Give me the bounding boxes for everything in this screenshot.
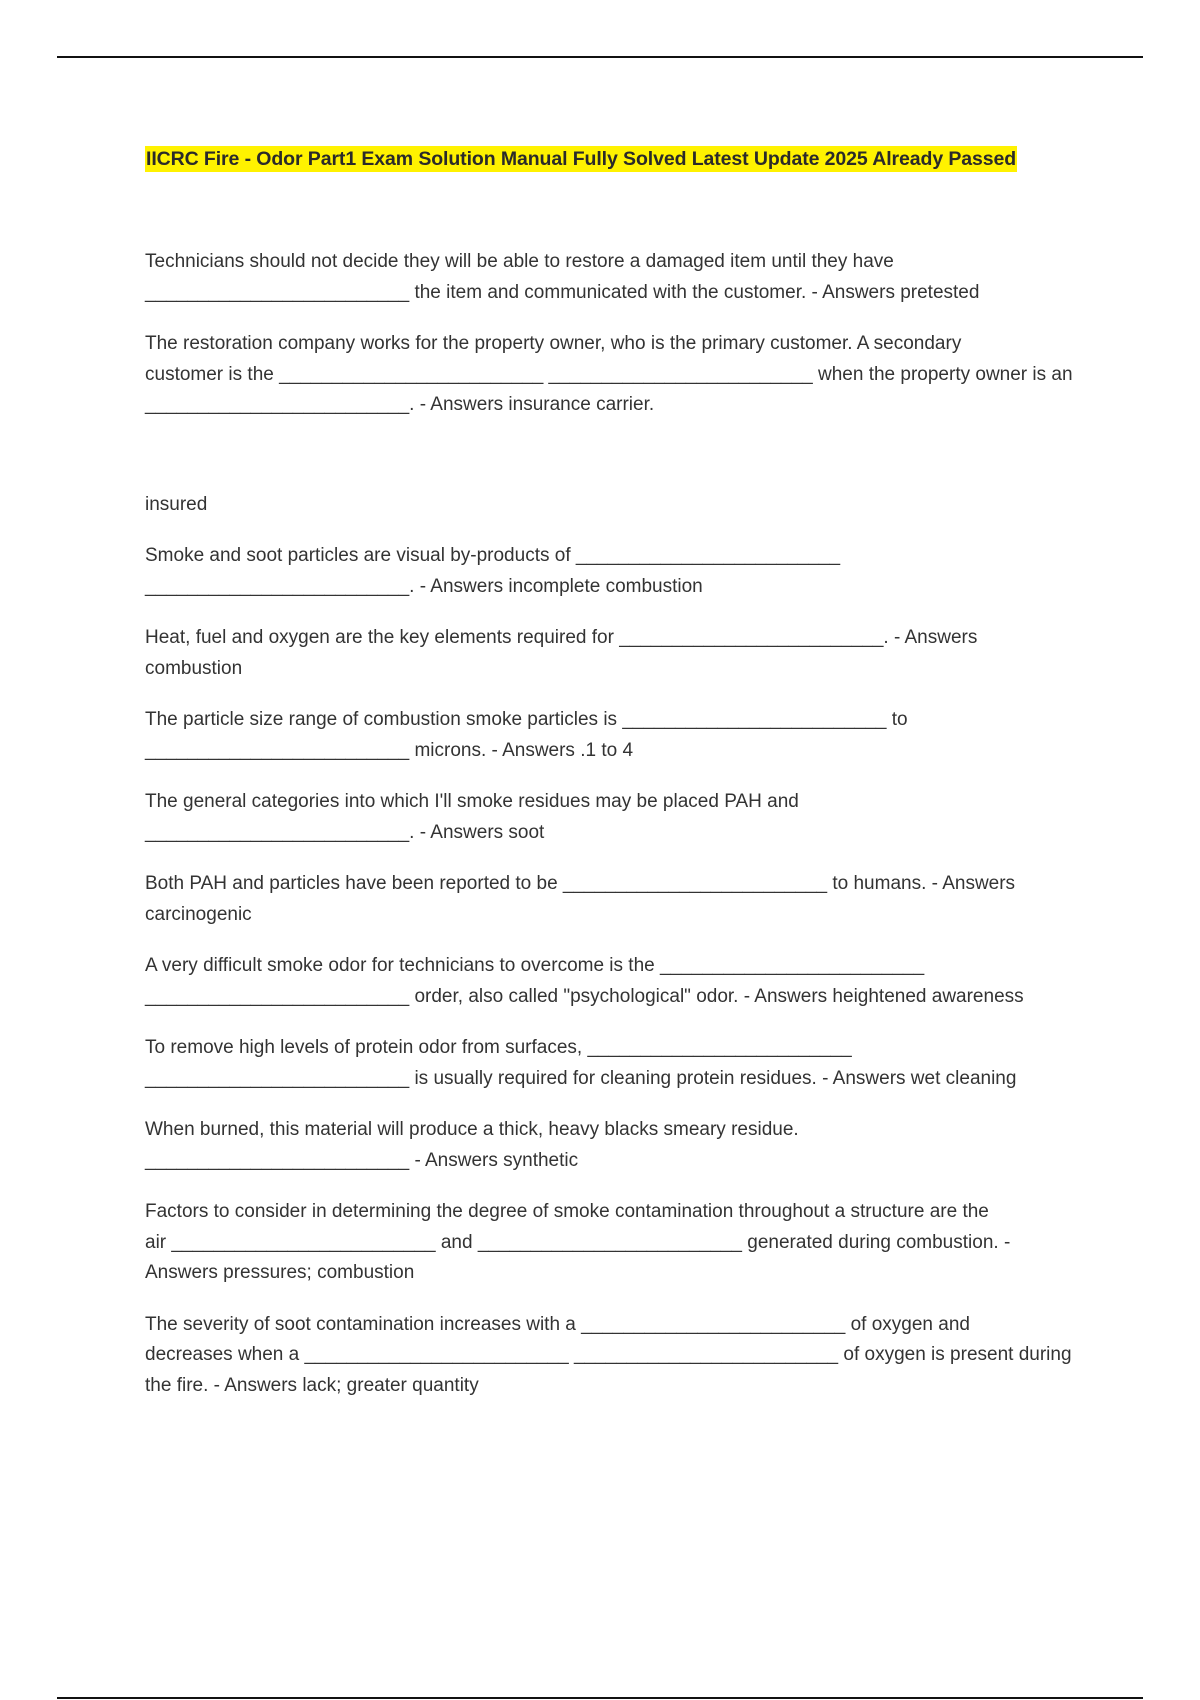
text-line: _________________________. - Answers soot — [145, 821, 545, 843]
text-line: _________________________ is usually required for cleaning protein residues. - Answers wet cleaning — [145, 1067, 1017, 1089]
document-body — [145, 247, 1095, 1422]
qa-item — [145, 1115, 1095, 1176]
text-line: Technicians should not decide they will be able to restore a damaged item until they have — [145, 251, 894, 272]
text-line: When burned, this material will produce a thick, heavy blacks smeary residue. — [145, 1119, 799, 1140]
text-line: The severity of soot contamination increases with a _________________________ of oxygen and — [145, 1313, 970, 1335]
text-line: Heat, fuel and oxygen are the key elements required for _________________________. - Answers — [145, 627, 978, 648]
header-rule — [57, 56, 1143, 58]
qa-item — [145, 869, 1095, 930]
qa-item — [145, 705, 1095, 766]
text-line: The general categories into which I'll smoke residues may be placed PAH and — [145, 791, 799, 812]
text-line: The restoration company works for the property owner, who is the primary customer. A secondary — [145, 333, 962, 354]
text-line: To remove high levels of protein odor from surfaces, _________________________ — [145, 1037, 852, 1058]
text-line: _________________________. - Answers incomplete combustion — [145, 575, 703, 597]
text-line: Both PAH and particles have been reported to be _________________________ to humans. - Answers — [145, 873, 1016, 894]
text-line: _________________________ microns. - Answers .1 to 4 — [145, 739, 634, 761]
text-line: _________________________ order, also called "psychological" odor. - Answers heightened awareness — [145, 985, 1024, 1007]
text-line: air _________________________ and _________________________ generated during combustion. - — [145, 1231, 1011, 1253]
text-line: _________________________ the item and communicated with the customer. - Answers pretested — [145, 281, 980, 303]
qa-item — [145, 951, 1095, 1012]
text-line: _________________________ - Answers synthetic — [145, 1149, 579, 1171]
qa-item — [145, 623, 1095, 684]
footer-rule — [57, 1697, 1143, 1699]
text-line: combustion — [145, 657, 243, 679]
text-line: carcinogenic — [145, 903, 252, 925]
text-line: Answers pressures; combustion — [145, 1262, 415, 1283]
text-line: Smoke and soot particles are visual by-products of _________________________ — [145, 545, 841, 566]
text-line: insured — [145, 493, 208, 515]
qa-item — [145, 490, 1095, 521]
qa-item — [145, 247, 1095, 308]
qa-item — [145, 1197, 1095, 1289]
document-title: IICRC Fire - Odor Part1 Exam Solution Manual Fully Solved Latest Update 2025 Already Passed — [146, 148, 1017, 170]
text-line: customer is the _________________________ _________________________ when the property owner is an — [145, 363, 1073, 385]
qa-item — [145, 541, 1095, 602]
text-line: _________________________. - Answers insurance carrier. — [145, 394, 655, 415]
qa-item — [145, 1310, 1095, 1402]
qa-item — [145, 329, 1095, 421]
qa-item — [145, 787, 1095, 848]
text-line: A very difficult smoke odor for technicians to overcome is the _________________________ — [145, 955, 925, 976]
text-line: decreases when a _________________________ _________________________ of oxygen is present during — [145, 1344, 1072, 1365]
text-line: the fire. - Answers lack; greater quantity — [145, 1374, 479, 1396]
qa-item — [145, 1033, 1095, 1094]
text-line: The particle size range of combustion smoke particles is _________________________ to — [145, 709, 908, 730]
text-line: Factors to consider in determining the degree of smoke contamination throughout a structure are the — [145, 1201, 989, 1222]
